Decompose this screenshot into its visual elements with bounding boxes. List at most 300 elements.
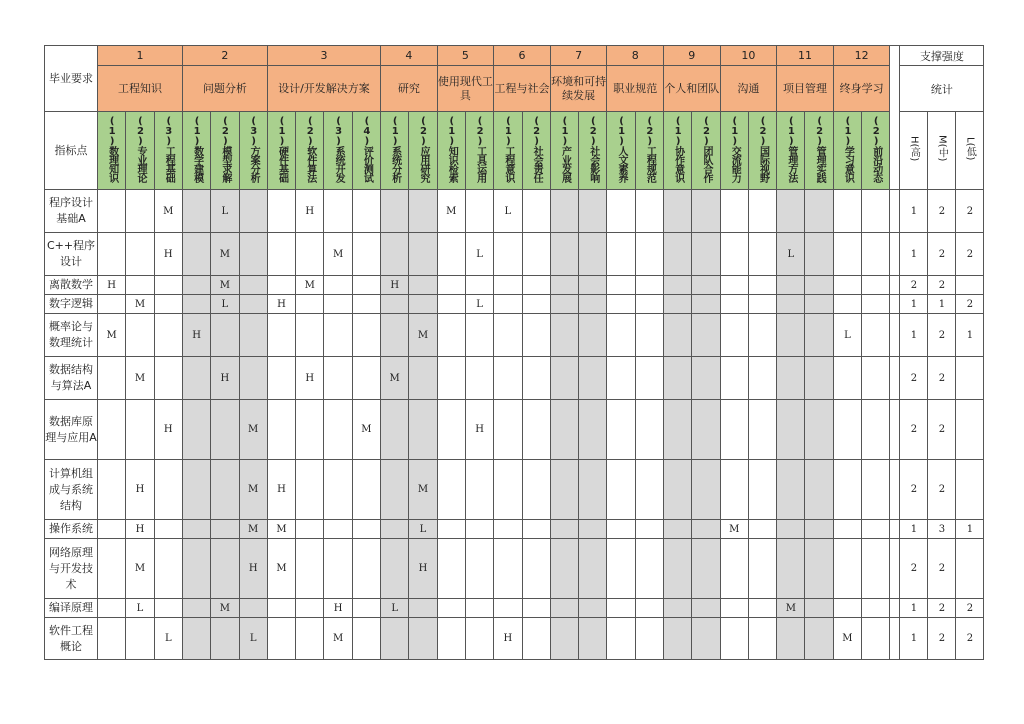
table-row (45, 599, 984, 618)
spacer-cell (890, 599, 900, 618)
matrix-cell (862, 539, 890, 599)
matrix-cell (635, 460, 663, 520)
matrix-cell (664, 295, 692, 314)
matrix-cell (692, 400, 720, 460)
matrix-cell (494, 233, 522, 276)
matrix-cell (494, 357, 522, 400)
indicator-text: (1)数理知识 (106, 115, 118, 182)
matrix-cell (239, 314, 267, 357)
spacer-cell (890, 295, 900, 314)
matrix-cell (352, 618, 380, 660)
matrix-cell (664, 599, 692, 618)
matrix-cell (522, 314, 550, 357)
matrix-cell (720, 314, 748, 357)
indicator-cell (550, 112, 578, 190)
matrix-cell (635, 295, 663, 314)
indicator-cell (324, 112, 352, 190)
matrix-cell (550, 276, 578, 295)
matrix-cell (522, 357, 550, 400)
matrix-cell (437, 599, 465, 618)
matrix-cell (607, 276, 635, 295)
stat-value (956, 539, 984, 599)
matrix-cell (494, 276, 522, 295)
table-row (45, 190, 984, 233)
spacer-cell (890, 190, 900, 233)
matrix-cell (664, 233, 692, 276)
table-row (45, 233, 984, 276)
corner-label: 毕业要求 (45, 46, 98, 112)
matrix-cell (550, 400, 578, 460)
indicator-text: (2)工具运用 (474, 115, 486, 182)
course-name: 操作系统 (45, 520, 98, 539)
matrix-cell (550, 618, 578, 660)
matrix-cell (862, 276, 890, 295)
matrix-cell (607, 599, 635, 618)
matrix-cell: M (211, 233, 239, 276)
matrix-cell (494, 314, 522, 357)
matrix-cell (777, 357, 805, 400)
matrix-cell (664, 520, 692, 539)
stat-value (956, 357, 984, 400)
matrix-cell (494, 599, 522, 618)
requirement-name: 沟通 (720, 66, 777, 112)
matrix-cell (211, 460, 239, 520)
matrix-cell (579, 233, 607, 276)
matrix-cell (777, 520, 805, 539)
matrix-cell (296, 295, 324, 314)
matrix-cell (182, 539, 210, 599)
matrix-cell (692, 295, 720, 314)
matrix-cell (748, 539, 776, 599)
matrix-cell (635, 599, 663, 618)
indicator-cell (296, 112, 324, 190)
matrix-cell (833, 460, 861, 520)
matrix-cell (239, 233, 267, 276)
matrix-cell (777, 460, 805, 520)
matrix-cell (522, 520, 550, 539)
matrix-cell (211, 618, 239, 660)
matrix-cell (126, 276, 154, 295)
matrix-cell (550, 357, 578, 400)
matrix-cell (550, 295, 578, 314)
matrix-cell (381, 460, 409, 520)
matrix-cell: L (154, 618, 182, 660)
stat-value (956, 276, 984, 295)
matrix-cell (833, 295, 861, 314)
indicator-text: (2)团队合作 (700, 115, 712, 182)
matrix-cell (182, 460, 210, 520)
matrix-cell (409, 357, 437, 400)
matrix-cell (296, 233, 324, 276)
stat-column-header (928, 112, 956, 190)
matrix-cell (437, 460, 465, 520)
matrix-cell (579, 400, 607, 460)
matrix-cell (154, 276, 182, 295)
matrix-cell (607, 314, 635, 357)
matrix-cell: M (239, 520, 267, 539)
matrix-cell: M (437, 190, 465, 233)
spacer-cell (890, 520, 900, 539)
matrix-cell (720, 357, 748, 400)
requirement-number: 7 (550, 46, 607, 66)
stat-value: 1 (900, 618, 928, 660)
matrix-cell (494, 460, 522, 520)
matrix-cell (437, 314, 465, 357)
matrix-cell (862, 233, 890, 276)
stat-value: 2 (928, 400, 956, 460)
table-row (45, 539, 984, 599)
matrix-cell (748, 357, 776, 400)
indicator-text: (1)知识检索 (446, 115, 458, 182)
matrix-cell: M (98, 314, 126, 357)
indicator-cell (381, 112, 409, 190)
requirement-number: 4 (381, 46, 438, 66)
indicator-text: (1)管理方法 (785, 115, 797, 182)
stat-value: 2 (900, 276, 928, 295)
matrix-cell (635, 314, 663, 357)
requirement-name: 职业规范 (607, 66, 664, 112)
requirement-name: 设计/开发解决方案 (267, 66, 380, 112)
matrix-cell (862, 618, 890, 660)
stat-value: 2 (928, 599, 956, 618)
matrix-cell (437, 539, 465, 599)
matrix-cell (805, 276, 833, 295)
requirement-name: 终身学习 (833, 66, 890, 112)
matrix-cell: L (211, 295, 239, 314)
indicator-text: (1)学习意识 (842, 115, 854, 182)
matrix-cell (664, 314, 692, 357)
matrix-cell (833, 400, 861, 460)
matrix-cell (720, 618, 748, 660)
matrix-cell: H (239, 539, 267, 599)
matrix-cell (635, 539, 663, 599)
course-name: 软件工程概论 (45, 618, 98, 660)
matrix-cell (352, 599, 380, 618)
matrix-cell: M (296, 276, 324, 295)
matrix-cell (720, 190, 748, 233)
matrix-cell (607, 539, 635, 599)
matrix-cell (805, 400, 833, 460)
matrix-cell (635, 276, 663, 295)
matrix-cell: H (296, 357, 324, 400)
matrix-cell (805, 539, 833, 599)
stat-value: 2 (900, 539, 928, 599)
matrix-cell (98, 400, 126, 460)
indicator-text: (3)方案分析 (248, 115, 260, 182)
stat-value: 2 (956, 295, 984, 314)
matrix-cell (296, 460, 324, 520)
spacer-column (890, 46, 900, 190)
indicator-text: (2)模型求解 (219, 115, 231, 182)
matrix-cell (98, 190, 126, 233)
matrix-cell (437, 276, 465, 295)
matrix-cell (296, 539, 324, 599)
stat-value: 2 (928, 539, 956, 599)
matrix-cell: L (777, 233, 805, 276)
matrix-cell (748, 295, 776, 314)
matrix-cell: M (267, 539, 295, 599)
indicator-cell (494, 112, 522, 190)
matrix-cell (833, 233, 861, 276)
stat-value: 1 (956, 520, 984, 539)
matrix-cell (154, 460, 182, 520)
matrix-cell: M (239, 460, 267, 520)
matrix-cell (579, 314, 607, 357)
spacer-cell (890, 276, 900, 295)
matrix-cell (579, 276, 607, 295)
indicator-cell (98, 112, 126, 190)
matrix-cell (98, 357, 126, 400)
stat-value: 2 (956, 190, 984, 233)
matrix-cell (409, 599, 437, 618)
matrix-cell (381, 400, 409, 460)
requirement-name: 环境和可持续发展 (550, 66, 607, 112)
matrix-cell (579, 460, 607, 520)
course-name: 网络原理与开发技术 (45, 539, 98, 599)
matrix-cell (664, 190, 692, 233)
stat-value: 1 (900, 295, 928, 314)
matrix-cell: M (126, 539, 154, 599)
indicator-text: (2)社会影响 (587, 115, 599, 182)
indicator-cell (862, 112, 890, 190)
matrix-cell (296, 520, 324, 539)
matrix-cell (381, 190, 409, 233)
matrix-cell (182, 520, 210, 539)
matrix-cell: M (409, 314, 437, 357)
indicator-cell (777, 112, 805, 190)
matrix-cell (692, 539, 720, 599)
matrix-cell (437, 618, 465, 660)
indicator-text: (2)软件算法 (304, 115, 316, 182)
matrix-cell (522, 190, 550, 233)
matrix-cell (437, 295, 465, 314)
matrix-cell (777, 618, 805, 660)
matrix-cell (805, 520, 833, 539)
matrix-cell (154, 314, 182, 357)
indicator-text: (3)系统开发 (333, 115, 345, 182)
matrix-cell: L (239, 618, 267, 660)
matrix-cell (664, 618, 692, 660)
matrix-cell: M (352, 400, 380, 460)
stat-value: 2 (928, 190, 956, 233)
matrix-cell (465, 314, 493, 357)
matrix-cell: M (126, 357, 154, 400)
matrix-cell (748, 520, 776, 539)
stat-value: 2 (928, 357, 956, 400)
stat-value: 1 (900, 599, 928, 618)
stat-value: 1 (900, 520, 928, 539)
indicator-cell (239, 112, 267, 190)
matrix-cell (777, 295, 805, 314)
matrix-cell (465, 539, 493, 599)
matrix-cell (805, 599, 833, 618)
spacer-cell (890, 400, 900, 460)
matrix-cell (664, 357, 692, 400)
stat-label: 统计 (900, 66, 984, 112)
indicator-text: (1)人文素养 (616, 115, 628, 182)
matrix-cell (324, 357, 352, 400)
matrix-cell: L (494, 190, 522, 233)
matrix-cell (182, 400, 210, 460)
table-row (45, 276, 984, 295)
matrix-cell (324, 314, 352, 357)
matrix-cell (862, 295, 890, 314)
matrix-cell (692, 190, 720, 233)
matrix-cell (267, 357, 295, 400)
matrix-cell (437, 233, 465, 276)
matrix-cell (607, 233, 635, 276)
requirement-number: 11 (777, 46, 834, 66)
indicator-text: (1)产业发展 (559, 115, 571, 182)
matrix-cell: M (777, 599, 805, 618)
matrix-cell (635, 400, 663, 460)
matrix-cell (267, 276, 295, 295)
indicator-cell (409, 112, 437, 190)
matrix-cell (720, 460, 748, 520)
matrix-cell (862, 314, 890, 357)
matrix-cell (409, 618, 437, 660)
matrix-cell (522, 539, 550, 599)
requirement-name: 个人和团队 (664, 66, 721, 112)
stat-value: 2 (900, 460, 928, 520)
matrix-cell (437, 400, 465, 460)
matrix-cell (437, 357, 465, 400)
matrix-cell (494, 400, 522, 460)
indicator-cell (126, 112, 154, 190)
requirement-number: 2 (182, 46, 267, 66)
matrix-cell (182, 618, 210, 660)
stat-value: 1 (900, 314, 928, 357)
stat-value: 2 (956, 233, 984, 276)
matrix-cell (777, 539, 805, 599)
matrix-cell (607, 618, 635, 660)
matrix-cell (98, 539, 126, 599)
matrix-cell (805, 314, 833, 357)
matrix-cell: M (409, 460, 437, 520)
matrix-cell (579, 599, 607, 618)
matrix-cell (862, 357, 890, 400)
matrix-cell (409, 190, 437, 233)
spacer-cell (890, 460, 900, 520)
stat-value (956, 400, 984, 460)
matrix-cell (154, 295, 182, 314)
matrix-cell (324, 520, 352, 539)
stat-value: 2 (900, 357, 928, 400)
indicator-cell (154, 112, 182, 190)
matrix-cell (182, 357, 210, 400)
matrix-cell (381, 539, 409, 599)
matrix-cell (126, 618, 154, 660)
matrix-cell (664, 539, 692, 599)
matrix-cell (98, 233, 126, 276)
matrix-cell (324, 190, 352, 233)
stat-value: 2 (928, 460, 956, 520)
matrix-cell (182, 276, 210, 295)
matrix-cell (324, 295, 352, 314)
table-row (45, 314, 984, 357)
matrix-cell (692, 599, 720, 618)
matrix-cell (833, 539, 861, 599)
matrix-cell (720, 276, 748, 295)
matrix-cell (607, 460, 635, 520)
indicator-cell (833, 112, 861, 190)
stat-column-label: L(低) (964, 136, 976, 161)
matrix-cell (748, 314, 776, 357)
matrix-cell (748, 190, 776, 233)
indicator-text: (2)国际视野 (757, 115, 769, 182)
course-name: C++程序设计 (45, 233, 98, 276)
matrix-cell: H (296, 190, 324, 233)
indicator-cell (607, 112, 635, 190)
matrix-cell: L (465, 233, 493, 276)
matrix-cell (579, 295, 607, 314)
matrix-cell (720, 599, 748, 618)
course-name: 编译原理 (45, 599, 98, 618)
matrix-cell (833, 520, 861, 539)
matrix-cell: L (409, 520, 437, 539)
indicator-cell (522, 112, 550, 190)
indicator-text: (4)评价测试 (361, 115, 373, 182)
matrix-cell (777, 400, 805, 460)
matrix-cell (267, 190, 295, 233)
matrix-cell (98, 618, 126, 660)
matrix-cell (494, 539, 522, 599)
requirement-number: 8 (607, 46, 664, 66)
support-title: 支撑强度 (900, 46, 984, 66)
matrix-cell (692, 460, 720, 520)
matrix-cell (324, 539, 352, 599)
matrix-cell (465, 357, 493, 400)
matrix-cell (352, 190, 380, 233)
matrix-cell (550, 539, 578, 599)
stat-value: 2 (956, 599, 984, 618)
matrix-cell (98, 520, 126, 539)
matrix-cell (98, 460, 126, 520)
matrix-cell (211, 520, 239, 539)
stat-value: 2 (928, 233, 956, 276)
stat-value: 3 (928, 520, 956, 539)
matrix-cell (381, 314, 409, 357)
matrix-cell (748, 599, 776, 618)
matrix-cell: H (182, 314, 210, 357)
requirement-number: 9 (664, 46, 721, 66)
matrix-cell (522, 400, 550, 460)
indicator-cell (465, 112, 493, 190)
matrix-cell (267, 314, 295, 357)
stat-value: 2 (928, 276, 956, 295)
course-name: 概率论与数理统计 (45, 314, 98, 357)
matrix-cell (296, 599, 324, 618)
indicator-text: (3)工程基础 (163, 115, 175, 182)
matrix-cell (692, 520, 720, 539)
matrix-cell (239, 599, 267, 618)
matrix-cell (748, 400, 776, 460)
matrix-cell (352, 460, 380, 520)
indicator-text: (1)工程意识 (502, 115, 514, 182)
matrix-cell (805, 460, 833, 520)
course-name: 数据结构与算法A (45, 357, 98, 400)
matrix-cell: H (267, 295, 295, 314)
requirement-number: 6 (494, 46, 551, 66)
matrix-cell (805, 357, 833, 400)
stat-value: 1 (928, 295, 956, 314)
stat-value: 2 (900, 400, 928, 460)
matrix-cell: H (154, 400, 182, 460)
matrix-cell (239, 295, 267, 314)
matrix-cell (664, 276, 692, 295)
matrix-cell (211, 314, 239, 357)
matrix-cell (607, 400, 635, 460)
